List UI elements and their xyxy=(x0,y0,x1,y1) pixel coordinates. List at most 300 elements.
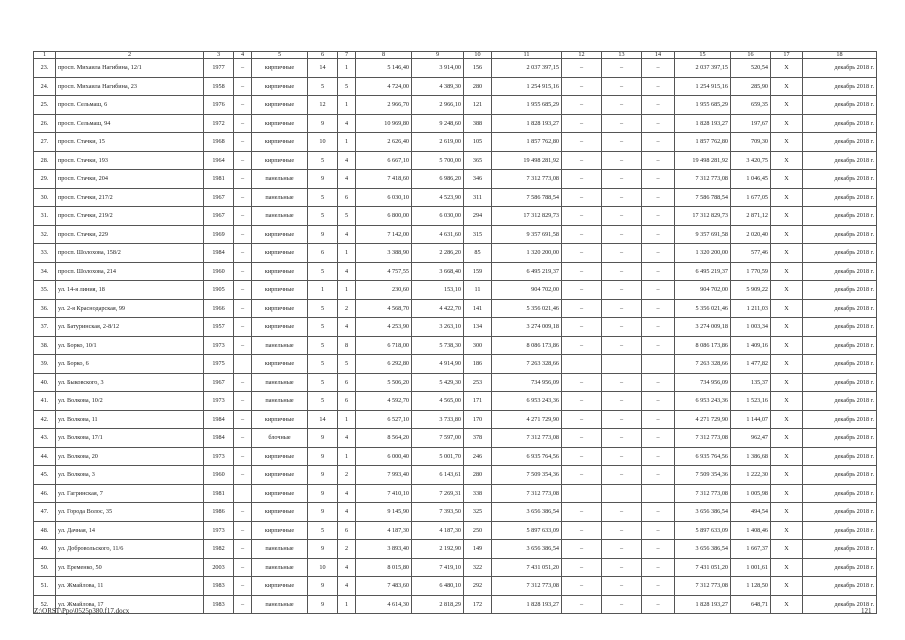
year-built-cell: 1958 xyxy=(204,77,234,96)
col4-cell: – xyxy=(234,207,252,226)
row-number-cell: 47. xyxy=(34,503,56,522)
table-row xyxy=(34,521,877,540)
total-cost-cell: 734 956,09 xyxy=(675,373,731,392)
residents-cell: 315 xyxy=(464,225,492,244)
total-area-cell: 4 614,30 xyxy=(356,595,412,614)
residents-cell: 149 xyxy=(464,540,492,559)
floors-cell: 1 xyxy=(308,281,338,300)
col13-cell: – xyxy=(602,392,642,411)
col12-cell: – xyxy=(562,151,602,170)
total-area-cell: 2 966,70 xyxy=(356,96,412,115)
col4-cell: – xyxy=(234,262,252,281)
col17-cell: Х xyxy=(771,447,803,466)
row-number-cell: 48. xyxy=(34,521,56,540)
address-cell: ул. Волкова, 10/2 xyxy=(56,392,204,411)
wall-material-cell: кирпичные xyxy=(252,151,308,170)
residents-cell: 134 xyxy=(464,318,492,337)
unit-cost-cell: 1 477,82 xyxy=(731,355,771,374)
repair-cost-cell: 1 828 193,27 xyxy=(492,595,562,614)
floors-cell: 9 xyxy=(308,540,338,559)
col17-cell: Х xyxy=(771,392,803,411)
deadline-cell: декабрь 2018 г. xyxy=(803,170,877,189)
col4-cell: – xyxy=(234,170,252,189)
entrances-cell: 1 xyxy=(338,133,356,152)
year-built-cell: 1967 xyxy=(204,207,234,226)
table-row xyxy=(34,595,877,614)
col14-cell: – xyxy=(642,225,675,244)
deadline-cell: декабрь 2018 г. xyxy=(803,225,877,244)
year-built-cell: 1957 xyxy=(204,318,234,337)
living-area-cell: 5 738,30 xyxy=(412,336,464,355)
col4-cell: – xyxy=(234,77,252,96)
floors-cell: 9 xyxy=(308,503,338,522)
total-area-cell: 8 564,20 xyxy=(356,429,412,448)
address-cell: ул. 2-я Краснодарская, 99 xyxy=(56,299,204,318)
table-row xyxy=(34,540,877,559)
residents-cell: 388 xyxy=(464,114,492,133)
floors-cell: 5 xyxy=(308,392,338,411)
year-built-cell: 1973 xyxy=(204,392,234,411)
table-row xyxy=(34,336,877,355)
col13-cell: – xyxy=(602,96,642,115)
living-area-cell: 6 986,20 xyxy=(412,170,464,189)
address-cell: ул. Еременко, 50 xyxy=(56,558,204,577)
living-area-cell: 7 597,00 xyxy=(412,429,464,448)
address-cell: ул. Волкова, 20 xyxy=(56,447,204,466)
column-number-cell: 1 xyxy=(34,52,56,59)
col12-cell: – xyxy=(562,447,602,466)
col12-cell: – xyxy=(562,503,602,522)
living-area-cell: 6 143,61 xyxy=(412,466,464,485)
total-cost-cell: 3 656 386,54 xyxy=(675,540,731,559)
row-number-cell: 28. xyxy=(34,151,56,170)
col14-cell: – xyxy=(642,336,675,355)
col4-cell: – xyxy=(234,133,252,152)
col14-cell: – xyxy=(642,429,675,448)
col4-cell: – xyxy=(234,151,252,170)
entrances-cell: 4 xyxy=(338,151,356,170)
col14-cell: – xyxy=(642,447,675,466)
row-number-cell: 42. xyxy=(34,410,56,429)
total-area-cell: 6 800,00 xyxy=(356,207,412,226)
wall-material-cell: кирпичные xyxy=(252,114,308,133)
table-row xyxy=(34,133,877,152)
footer-file-path: Z:\ORST\Ppo\0525p380.f17.docx xyxy=(34,607,130,615)
residents-cell: 300 xyxy=(464,336,492,355)
col14-cell xyxy=(642,355,675,374)
wall-material-cell: кирпичные xyxy=(252,281,308,300)
floors-cell: 9 xyxy=(308,595,338,614)
total-area-cell: 7 483,60 xyxy=(356,577,412,596)
col14-cell: – xyxy=(642,521,675,540)
address-cell: ул. 14-я линия, 18 xyxy=(56,281,204,300)
col12-cell: – xyxy=(562,429,602,448)
unit-cost-cell: 1 677,05 xyxy=(731,188,771,207)
repair-cost-cell: 734 956,09 xyxy=(492,373,562,392)
repair-cost-cell: 7 509 354,36 xyxy=(492,466,562,485)
address-cell: просп. Шолохова, 158/2 xyxy=(56,244,204,263)
unit-cost-cell: 577,46 xyxy=(731,244,771,263)
total-cost-cell: 3 656 386,54 xyxy=(675,503,731,522)
unit-cost-cell: 1 003,34 xyxy=(731,318,771,337)
total-area-cell: 6 292,80 xyxy=(356,355,412,374)
col17-cell: Х xyxy=(771,466,803,485)
col4-cell xyxy=(234,355,252,374)
col12-cell: – xyxy=(562,133,602,152)
col13-cell: – xyxy=(602,410,642,429)
row-number-cell: 50. xyxy=(34,558,56,577)
unit-cost-cell: 2 020,40 xyxy=(731,225,771,244)
col14-cell xyxy=(642,484,675,503)
col14-cell: – xyxy=(642,77,675,96)
entrances-cell: 4 xyxy=(338,262,356,281)
floors-cell: 5 xyxy=(308,373,338,392)
address-cell: ул. Быковского, 3 xyxy=(56,373,204,392)
col4-cell: – xyxy=(234,188,252,207)
living-area-cell: 4 422,70 xyxy=(412,299,464,318)
column-number-cell: 16 xyxy=(731,52,771,59)
row-number-cell: 46. xyxy=(34,484,56,503)
total-area-cell: 4 757,55 xyxy=(356,262,412,281)
table-row xyxy=(34,355,877,374)
year-built-cell: 1976 xyxy=(204,96,234,115)
living-area-cell: 2 192,90 xyxy=(412,540,464,559)
wall-material-cell: кирпичные xyxy=(252,299,308,318)
year-built-cell: 1968 xyxy=(204,133,234,152)
col17-cell: Х xyxy=(771,77,803,96)
repair-cost-cell: 3 274 009,18 xyxy=(492,318,562,337)
floors-cell: 10 xyxy=(308,133,338,152)
residents-cell: 85 xyxy=(464,244,492,263)
floors-cell: 9 xyxy=(308,484,338,503)
column-number-cell: 14 xyxy=(642,52,675,59)
address-cell: просп. Стачки, 229 xyxy=(56,225,204,244)
address-cell: ул. Жмайлова, 11 xyxy=(56,577,204,596)
col17-cell: Х xyxy=(771,114,803,133)
col17-cell: Х xyxy=(771,429,803,448)
col17-cell: Х xyxy=(771,133,803,152)
living-area-cell: 4 565,00 xyxy=(412,392,464,411)
table-row xyxy=(34,429,877,448)
col17-cell: Х xyxy=(771,373,803,392)
wall-material-cell: панельные xyxy=(252,558,308,577)
address-cell: ул. Добровольского, 11/6 xyxy=(56,540,204,559)
living-area-cell: 7 269,31 xyxy=(412,484,464,503)
repair-cost-cell: 8 086 173,86 xyxy=(492,336,562,355)
table-row xyxy=(34,373,877,392)
deadline-cell: декабрь 2018 г. xyxy=(803,281,877,300)
col13-cell: – xyxy=(602,466,642,485)
wall-material-cell: кирпичные xyxy=(252,59,308,78)
col12-cell: – xyxy=(562,558,602,577)
unit-cost-cell: 1 001,61 xyxy=(731,558,771,577)
residents-cell: 294 xyxy=(464,207,492,226)
address-cell: просп. Михаила Нагибина, 12/1 xyxy=(56,59,204,78)
wall-material-cell: кирпичные xyxy=(252,521,308,540)
repair-cost-cell: 9 357 691,58 xyxy=(492,225,562,244)
repair-cost-cell: 4 271 729,90 xyxy=(492,410,562,429)
col13-cell: – xyxy=(602,540,642,559)
table-row xyxy=(34,392,877,411)
entrances-cell: 1 xyxy=(338,595,356,614)
entrances-cell: 4 xyxy=(338,429,356,448)
col17-cell: Х xyxy=(771,262,803,281)
unit-cost-cell: 1 408,46 xyxy=(731,521,771,540)
col14-cell: – xyxy=(642,299,675,318)
col14-cell: – xyxy=(642,466,675,485)
col17-cell: Х xyxy=(771,558,803,577)
total-cost-cell: 7 263 328,66 xyxy=(675,355,731,374)
total-area-cell: 6 000,40 xyxy=(356,447,412,466)
wall-material-cell: панельные xyxy=(252,207,308,226)
deadline-cell: декабрь 2018 г. xyxy=(803,188,877,207)
repair-cost-cell: 7 312 773,08 xyxy=(492,484,562,503)
col13-cell: – xyxy=(602,59,642,78)
residents-cell: 170 xyxy=(464,410,492,429)
residents-cell: 322 xyxy=(464,558,492,577)
unit-cost-cell: 1 770,59 xyxy=(731,262,771,281)
address-cell: ул. Батуринская, 2-8/12 xyxy=(56,318,204,337)
row-number-cell: 23. xyxy=(34,59,56,78)
col4-cell: – xyxy=(234,558,252,577)
residents-cell: 253 xyxy=(464,373,492,392)
col17-cell: Х xyxy=(771,299,803,318)
col13-cell: – xyxy=(602,373,642,392)
residents-cell: 186 xyxy=(464,355,492,374)
address-cell: просп. Стачки, 193 xyxy=(56,151,204,170)
floors-cell: 12 xyxy=(308,96,338,115)
entrances-cell: 8 xyxy=(338,336,356,355)
floors-cell: 5 xyxy=(308,318,338,337)
entrances-cell: 4 xyxy=(338,577,356,596)
col17-cell: Х xyxy=(771,540,803,559)
year-built-cell: 1986 xyxy=(204,503,234,522)
column-number-cell: 15 xyxy=(675,52,731,59)
residents-cell: 292 xyxy=(464,577,492,596)
year-built-cell: 1960 xyxy=(204,262,234,281)
column-number-cell: 10 xyxy=(464,52,492,59)
total-area-cell: 230,60 xyxy=(356,281,412,300)
year-built-cell: 1967 xyxy=(204,373,234,392)
col4-cell: – xyxy=(234,244,252,263)
table-row xyxy=(34,484,877,503)
row-number-cell: 38. xyxy=(34,336,56,355)
total-cost-cell: 6 935 764,56 xyxy=(675,447,731,466)
deadline-cell: декабрь 2018 г. xyxy=(803,595,877,614)
total-area-cell: 6 667,10 xyxy=(356,151,412,170)
total-area-cell: 7 418,60 xyxy=(356,170,412,189)
unit-cost-cell: 1 144,07 xyxy=(731,410,771,429)
repair-cost-cell: 6 935 764,56 xyxy=(492,447,562,466)
floors-cell: 9 xyxy=(308,577,338,596)
entrances-cell: 6 xyxy=(338,373,356,392)
table-row xyxy=(34,114,877,133)
table-row xyxy=(34,318,877,337)
repair-cost-cell: 6 495 219,37 xyxy=(492,262,562,281)
deadline-cell: декабрь 2018 г. xyxy=(803,151,877,170)
wall-material-cell: кирпичные xyxy=(252,355,308,374)
column-number-cell: 17 xyxy=(771,52,803,59)
year-built-cell: 1969 xyxy=(204,225,234,244)
col4-cell: – xyxy=(234,447,252,466)
col17-cell: Х xyxy=(771,151,803,170)
deadline-cell: декабрь 2018 г. xyxy=(803,503,877,522)
repair-cost-cell: 1 828 193,27 xyxy=(492,114,562,133)
col14-cell: – xyxy=(642,392,675,411)
col12-cell xyxy=(562,355,602,374)
year-built-cell: 1967 xyxy=(204,188,234,207)
living-area-cell: 3 263,10 xyxy=(412,318,464,337)
total-cost-cell: 7 586 788,54 xyxy=(675,188,731,207)
year-built-cell: 1973 xyxy=(204,447,234,466)
total-area-cell: 7 142,00 xyxy=(356,225,412,244)
entrances-cell: 4 xyxy=(338,225,356,244)
living-area-cell: 7 393,50 xyxy=(412,503,464,522)
residents-cell: 250 xyxy=(464,521,492,540)
wall-material-cell: панельные xyxy=(252,392,308,411)
living-area-cell: 6 030,00 xyxy=(412,207,464,226)
living-area-cell: 2 619,00 xyxy=(412,133,464,152)
col13-cell: – xyxy=(602,595,642,614)
col4-cell: – xyxy=(234,577,252,596)
total-cost-cell: 1 254 915,16 xyxy=(675,77,731,96)
year-built-cell: 1964 xyxy=(204,151,234,170)
table-row xyxy=(34,207,877,226)
col14-cell: – xyxy=(642,281,675,300)
residents-cell: 172 xyxy=(464,595,492,614)
living-area-cell: 3 733,80 xyxy=(412,410,464,429)
repair-cost-cell: 17 312 829,73 xyxy=(492,207,562,226)
entrances-cell: 1 xyxy=(338,447,356,466)
repair-cost-cell: 1 857 762,80 xyxy=(492,133,562,152)
deadline-cell: декабрь 2018 г. xyxy=(803,114,877,133)
table-row xyxy=(34,410,877,429)
deadline-cell: декабрь 2018 г. xyxy=(803,484,877,503)
total-area-cell: 2 626,40 xyxy=(356,133,412,152)
wall-material-cell: кирпичные xyxy=(252,484,308,503)
col4-cell: – xyxy=(234,410,252,429)
deadline-cell: декабрь 2018 г. xyxy=(803,77,877,96)
repair-cost-cell: 1 320 200,00 xyxy=(492,244,562,263)
entrances-cell: 1 xyxy=(338,244,356,263)
col4-cell: – xyxy=(234,59,252,78)
col17-cell: Х xyxy=(771,355,803,374)
unit-cost-cell: 1 046,45 xyxy=(731,170,771,189)
address-cell: ул. Борко, 6 xyxy=(56,355,204,374)
residents-cell: 365 xyxy=(464,151,492,170)
year-built-cell: 1983 xyxy=(204,595,234,614)
column-number-cell: 11 xyxy=(492,52,562,59)
residents-cell: 338 xyxy=(464,484,492,503)
address-cell: ул. Гагринская, 7 xyxy=(56,484,204,503)
repair-cost-cell: 7 312 773,08 xyxy=(492,577,562,596)
repair-cost-cell: 2 037 397,15 xyxy=(492,59,562,78)
col12-cell: – xyxy=(562,336,602,355)
column-number-cell: 4 xyxy=(234,52,252,59)
table-row xyxy=(34,577,877,596)
address-cell: ул. Борко, 10/1 xyxy=(56,336,204,355)
col13-cell: – xyxy=(602,558,642,577)
deadline-cell: декабрь 2018 г. xyxy=(803,577,877,596)
row-number-cell: 35. xyxy=(34,281,56,300)
wall-material-cell: кирпичные xyxy=(252,262,308,281)
table-row xyxy=(34,299,877,318)
col13-cell: – xyxy=(602,188,642,207)
col13-cell: – xyxy=(602,299,642,318)
table-row xyxy=(34,151,877,170)
col12-cell: – xyxy=(562,595,602,614)
col17-cell: Х xyxy=(771,577,803,596)
col12-cell: – xyxy=(562,410,602,429)
address-cell: ул. Дачная, 14 xyxy=(56,521,204,540)
year-built-cell: 2003 xyxy=(204,558,234,577)
col12-cell: – xyxy=(562,244,602,263)
col12-cell: – xyxy=(562,281,602,300)
deadline-cell: декабрь 2018 г. xyxy=(803,447,877,466)
column-number-cell: 8 xyxy=(356,52,412,59)
repair-cost-cell: 3 656 386,54 xyxy=(492,503,562,522)
total-cost-cell: 3 274 009,18 xyxy=(675,318,731,337)
residents-cell: 346 xyxy=(464,170,492,189)
entrances-cell: 2 xyxy=(338,466,356,485)
total-area-cell: 6 030,10 xyxy=(356,188,412,207)
entrances-cell: 4 xyxy=(338,503,356,522)
residents-cell: 171 xyxy=(464,392,492,411)
col4-cell: – xyxy=(234,429,252,448)
table-row xyxy=(34,225,877,244)
col17-cell: Х xyxy=(771,281,803,300)
wall-material-cell: кирпичные xyxy=(252,503,308,522)
col14-cell: – xyxy=(642,318,675,337)
row-number-cell: 31. xyxy=(34,207,56,226)
unit-cost-cell: 1 128,50 xyxy=(731,577,771,596)
repair-cost-cell: 7 312 773,08 xyxy=(492,429,562,448)
col13-cell: – xyxy=(602,281,642,300)
total-cost-cell: 1 828 193,27 xyxy=(675,114,731,133)
wall-material-cell: блочные xyxy=(252,429,308,448)
deadline-cell: декабрь 2018 г. xyxy=(803,318,877,337)
table-row xyxy=(34,262,877,281)
residents-cell: 156 xyxy=(464,59,492,78)
floors-cell: 9 xyxy=(308,114,338,133)
living-area-cell: 2 966,10 xyxy=(412,96,464,115)
col13-cell: – xyxy=(602,77,642,96)
col4-cell: – xyxy=(234,540,252,559)
total-cost-cell: 7 431 051,20 xyxy=(675,558,731,577)
deadline-cell: декабрь 2018 г. xyxy=(803,244,877,263)
wall-material-cell: кирпичные xyxy=(252,77,308,96)
year-built-cell: 1981 xyxy=(204,170,234,189)
living-area-cell: 2 818,29 xyxy=(412,595,464,614)
deadline-cell: декабрь 2018 г. xyxy=(803,336,877,355)
deadline-cell: декабрь 2018 г. xyxy=(803,392,877,411)
entrances-cell: 5 xyxy=(338,355,356,374)
col4-cell: – xyxy=(234,96,252,115)
total-cost-cell: 1 320 200,00 xyxy=(675,244,731,263)
total-area-cell: 6 718,00 xyxy=(356,336,412,355)
row-number-cell: 36. xyxy=(34,299,56,318)
year-built-cell: 1981 xyxy=(204,484,234,503)
col12-cell xyxy=(562,484,602,503)
col13-cell: – xyxy=(602,521,642,540)
row-number-cell: 37. xyxy=(34,318,56,337)
col17-cell: Х xyxy=(771,318,803,337)
total-cost-cell: 4 271 729,90 xyxy=(675,410,731,429)
col14-cell: – xyxy=(642,133,675,152)
deadline-cell: декабрь 2018 г. xyxy=(803,558,877,577)
living-area-cell: 5 700,00 xyxy=(412,151,464,170)
col14-cell: – xyxy=(642,595,675,614)
